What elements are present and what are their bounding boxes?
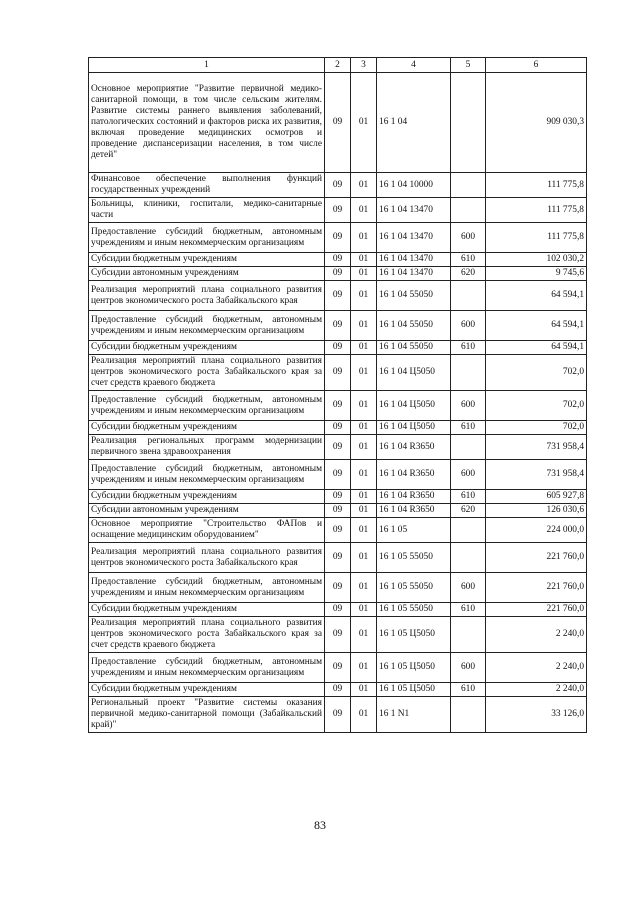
column-header-3: 3 xyxy=(351,58,377,73)
section-code-cell: 09 xyxy=(325,543,351,573)
amount-cell: 221 760,0 xyxy=(486,543,587,573)
subsection-code-cell: 01 xyxy=(351,697,377,733)
table-row xyxy=(89,683,587,697)
expense-type-cell: 600 xyxy=(451,573,486,603)
row-name-cell: Предоставление субсидий бюджетным, автономным учреждениям и иным некоммерческим организациям xyxy=(89,391,325,421)
amount-cell: 731 958,4 xyxy=(486,460,587,490)
subsection-code-cell: 01 xyxy=(351,460,377,490)
target-article-cell: 16 1 04 55050 xyxy=(377,341,451,355)
table-row xyxy=(89,504,587,518)
amount-cell: 102 030,2 xyxy=(486,253,587,267)
row-name-cell: Субсидии бюджетным учреждениям xyxy=(89,253,325,267)
expense-type-cell: 600 xyxy=(451,223,486,253)
table-row xyxy=(89,355,587,391)
subsection-code-cell: 01 xyxy=(351,518,377,543)
subsection-code-cell: 01 xyxy=(351,543,377,573)
table-row xyxy=(89,267,587,281)
target-article-cell: 16 1 04 R3650 xyxy=(377,435,451,460)
amount-cell: 9 745,6 xyxy=(486,267,587,281)
row-name-cell: Финансовое обеспечение выполнения функций государственных учреждений xyxy=(89,173,325,198)
amount-cell: 126 030,6 xyxy=(486,504,587,518)
table-row xyxy=(89,391,587,421)
column-header-4: 4 xyxy=(377,58,451,73)
row-name-cell: Региональный проект "Развитие системы оказания первичной медико-санитарной помощи (Забайкальский край)" xyxy=(89,697,325,733)
row-name-cell: Субсидии бюджетным учреждениям xyxy=(89,683,325,697)
row-name-cell: Больницы, клиники, госпитали, медико-санитарные части xyxy=(89,198,325,223)
table-row xyxy=(89,543,587,573)
target-article-cell: 16 1 05 55050 xyxy=(377,573,451,603)
target-article-cell: 16 1 05 Ц5050 xyxy=(377,683,451,697)
table-row xyxy=(89,435,587,460)
subsection-code-cell: 01 xyxy=(351,653,377,683)
table-row xyxy=(89,311,587,341)
table-row xyxy=(89,518,587,543)
amount-cell: 605 927,8 xyxy=(486,490,587,504)
subsection-code-cell: 01 xyxy=(351,73,377,173)
section-code-cell: 09 xyxy=(325,267,351,281)
table-row xyxy=(89,198,587,223)
row-name-cell: Предоставление субсидий бюджетным, автономным учреждениям и иным некоммерческим организациям xyxy=(89,223,325,253)
target-article-cell: 16 1 05 55050 xyxy=(377,603,451,617)
target-article-cell: 16 1 05 Ц5050 xyxy=(377,617,451,653)
row-name-cell: Основное мероприятие "Строительство ФАПов и оснащение медицинским оборудованием" xyxy=(89,518,325,543)
section-code-cell: 09 xyxy=(325,435,351,460)
subsection-code-cell: 01 xyxy=(351,173,377,198)
row-name-cell: Реализация мероприятий плана социального развития центров экономического роста Забайкальского края xyxy=(89,281,325,311)
column-header-1: 1 xyxy=(89,58,325,73)
amount-cell: 221 760,0 xyxy=(486,573,587,603)
amount-cell: 64 594,1 xyxy=(486,311,587,341)
expense-type-cell xyxy=(451,198,486,223)
row-name-cell: Субсидии бюджетным учреждениям xyxy=(89,603,325,617)
expense-type-cell xyxy=(451,173,486,198)
section-code-cell: 09 xyxy=(325,223,351,253)
subsection-code-cell: 01 xyxy=(351,267,377,281)
expense-type-cell: 600 xyxy=(451,460,486,490)
subsection-code-cell: 01 xyxy=(351,683,377,697)
target-article-cell: 16 1 04 55050 xyxy=(377,311,451,341)
subsection-code-cell: 01 xyxy=(351,603,377,617)
section-code-cell: 09 xyxy=(325,460,351,490)
amount-cell: 731 958,4 xyxy=(486,435,587,460)
table-row xyxy=(89,490,587,504)
column-header-6: 6 xyxy=(486,58,587,73)
table-row xyxy=(89,341,587,355)
table-row xyxy=(89,697,587,733)
table-row xyxy=(89,653,587,683)
target-article-cell: 16 1 05 xyxy=(377,518,451,543)
subsection-code-cell: 01 xyxy=(351,573,377,603)
expense-type-cell: 610 xyxy=(451,341,486,355)
target-article-cell: 16 1 04 Ц5050 xyxy=(377,355,451,391)
budget-table-body xyxy=(89,58,587,733)
expense-type-cell xyxy=(451,543,486,573)
section-code-cell: 09 xyxy=(325,504,351,518)
table-row xyxy=(89,460,587,490)
target-article-cell: 16 1 04 13470 xyxy=(377,253,451,267)
expense-type-cell xyxy=(451,617,486,653)
section-code-cell: 09 xyxy=(325,173,351,198)
expense-type-cell: 610 xyxy=(451,253,486,267)
amount-cell: 702,0 xyxy=(486,421,587,435)
page-number: 83 xyxy=(314,818,326,832)
expense-type-cell: 600 xyxy=(451,653,486,683)
amount-cell: 2 240,0 xyxy=(486,617,587,653)
expense-type-cell xyxy=(451,435,486,460)
target-article-cell: 16 1 04 xyxy=(377,73,451,173)
section-code-cell: 09 xyxy=(325,573,351,603)
section-code-cell: 09 xyxy=(325,311,351,341)
expense-type-cell: 620 xyxy=(451,504,486,518)
target-article-cell: 16 1 N1 xyxy=(377,697,451,733)
amount-cell: 224 000,0 xyxy=(486,518,587,543)
subsection-code-cell: 01 xyxy=(351,223,377,253)
row-name-cell: Реализация мероприятий плана социального развития центров экономического роста Забайкальского края за счет средств краевого бюджета xyxy=(89,617,325,653)
expense-type-cell: 600 xyxy=(451,391,486,421)
amount-cell: 221 760,0 xyxy=(486,603,587,617)
section-code-cell: 09 xyxy=(325,198,351,223)
expense-type-cell: 620 xyxy=(451,267,486,281)
amount-cell: 702,0 xyxy=(486,391,587,421)
target-article-cell: 16 1 04 Ц5050 xyxy=(377,391,451,421)
subsection-code-cell: 01 xyxy=(351,281,377,311)
section-code-cell: 09 xyxy=(325,603,351,617)
section-code-cell: 09 xyxy=(325,355,351,391)
row-name-cell: Предоставление субсидий бюджетным, автономным учреждениям и иным некоммерческим организациям xyxy=(89,653,325,683)
budget-table xyxy=(88,57,587,733)
column-header-2: 2 xyxy=(325,58,351,73)
table-header-row xyxy=(89,58,587,73)
section-code-cell: 09 xyxy=(325,341,351,355)
target-article-cell: 16 1 04 13470 xyxy=(377,198,451,223)
row-name-cell: Субсидии бюджетным учреждениям xyxy=(89,421,325,435)
target-article-cell: 16 1 04 R3650 xyxy=(377,504,451,518)
row-name-cell: Субсидии бюджетным учреждениям xyxy=(89,341,325,355)
subsection-code-cell: 01 xyxy=(351,421,377,435)
table-row xyxy=(89,253,587,267)
expense-type-cell: 610 xyxy=(451,603,486,617)
expense-type-cell: 610 xyxy=(451,421,486,435)
subsection-code-cell: 01 xyxy=(351,617,377,653)
expense-type-cell xyxy=(451,73,486,173)
target-article-cell: 16 1 04 13470 xyxy=(377,267,451,281)
target-article-cell: 16 1 04 Ц5050 xyxy=(377,421,451,435)
amount-cell: 111 775,8 xyxy=(486,198,587,223)
expense-type-cell xyxy=(451,697,486,733)
target-article-cell: 16 1 04 10000 xyxy=(377,173,451,198)
amount-cell: 111 775,8 xyxy=(486,173,587,198)
section-code-cell: 09 xyxy=(325,73,351,173)
row-name-cell: Предоставление субсидий бюджетным, автономным учреждениям и иным некоммерческим организациям xyxy=(89,460,325,490)
amount-cell: 2 240,0 xyxy=(486,683,587,697)
subsection-code-cell: 01 xyxy=(351,355,377,391)
expense-type-cell xyxy=(451,518,486,543)
row-name-cell: Предоставление субсидий бюджетным, автономным учреждениям и иным некоммерческим организациям xyxy=(89,311,325,341)
target-article-cell: 16 1 05 Ц5050 xyxy=(377,653,451,683)
row-name-cell: Субсидии бюджетным учреждениям xyxy=(89,490,325,504)
section-code-cell: 09 xyxy=(325,697,351,733)
section-code-cell: 09 xyxy=(325,653,351,683)
expense-type-cell xyxy=(451,281,486,311)
subsection-code-cell: 01 xyxy=(351,311,377,341)
section-code-cell: 09 xyxy=(325,391,351,421)
table-row xyxy=(89,281,587,311)
table-row xyxy=(89,421,587,435)
amount-cell: 33 126,0 xyxy=(486,697,587,733)
target-article-cell: 16 1 04 R3650 xyxy=(377,460,451,490)
amount-cell: 64 594,1 xyxy=(486,341,587,355)
table-row xyxy=(89,223,587,253)
row-name-cell: Основное мероприятие "Развитие первичной медико-санитарной помощи, в том числе сельским жителям. Развитие системы раннего выявления заболеваний, патологических состояний и факторов риска их развития, включая проведение медицинских осмотров и проведение диспансеризации населения, в том числе детей" xyxy=(89,73,325,173)
subsection-code-cell: 01 xyxy=(351,198,377,223)
subsection-code-cell: 01 xyxy=(351,391,377,421)
expense-type-cell: 610 xyxy=(451,490,486,504)
table-row xyxy=(89,617,587,653)
table-row xyxy=(89,573,587,603)
section-code-cell: 09 xyxy=(325,421,351,435)
amount-cell: 64 594,1 xyxy=(486,281,587,311)
subsection-code-cell: 01 xyxy=(351,490,377,504)
section-code-cell: 09 xyxy=(325,281,351,311)
section-code-cell: 09 xyxy=(325,617,351,653)
row-name-cell: Реализация мероприятий плана социального развития центров экономического роста Забайкальского края xyxy=(89,543,325,573)
target-article-cell: 16 1 04 R3650 xyxy=(377,490,451,504)
row-name-cell: Предоставление субсидий бюджетным, автономным учреждениям и иным некоммерческим организациям xyxy=(89,573,325,603)
amount-cell: 2 240,0 xyxy=(486,653,587,683)
row-name-cell: Субсидии автономным учреждениям xyxy=(89,267,325,281)
section-code-cell: 09 xyxy=(325,490,351,504)
expense-type-cell: 600 xyxy=(451,311,486,341)
row-name-cell: Реализация региональных программ модернизации первичного звена здравоохранения xyxy=(89,435,325,460)
expense-type-cell: 610 xyxy=(451,683,486,697)
row-name-cell: Субсидии автономным учреждениям xyxy=(89,504,325,518)
amount-cell: 909 030,3 xyxy=(486,73,587,173)
subsection-code-cell: 01 xyxy=(351,435,377,460)
subsection-code-cell: 01 xyxy=(351,341,377,355)
amount-cell: 111 775,8 xyxy=(486,223,587,253)
target-article-cell: 16 1 04 55050 xyxy=(377,281,451,311)
expense-type-cell xyxy=(451,355,486,391)
section-code-cell: 09 xyxy=(325,518,351,543)
table-row xyxy=(89,173,587,198)
amount-cell: 702,0 xyxy=(486,355,587,391)
section-code-cell: 09 xyxy=(325,683,351,697)
table-row xyxy=(89,73,587,173)
target-article-cell: 16 1 04 13470 xyxy=(377,223,451,253)
target-article-cell: 16 1 05 55050 xyxy=(377,543,451,573)
subsection-code-cell: 01 xyxy=(351,253,377,267)
section-code-cell: 09 xyxy=(325,253,351,267)
column-header-5: 5 xyxy=(451,58,486,73)
subsection-code-cell: 01 xyxy=(351,504,377,518)
table-row xyxy=(89,603,587,617)
row-name-cell: Реализация мероприятий плана социального развития центров экономического роста Забайкальского края за счет средств краевого бюджета xyxy=(89,355,325,391)
